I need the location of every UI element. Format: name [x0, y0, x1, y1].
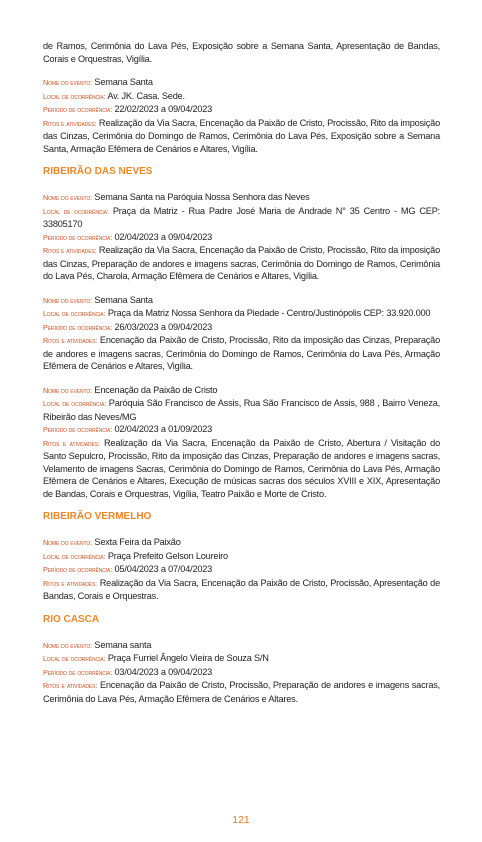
- event-name-label: Nome do evento:: [43, 385, 93, 395]
- event-entry: [43, 76, 440, 155]
- event-name: Semana Santa na Paróquia Nossa Senhora das Neves: [94, 192, 310, 202]
- event-name-row: [43, 384, 440, 398]
- event-rites: Realização da Via Sacra, Encenação da Paixão de Cristo, Abertura / Visitação do Santo Sepulcro, Procissão, Rito da imposição das Cinzas, Preparação de andores e imagens sacras, Velamento de imagens Sacras, Cerimônia do Domingo de Ramos, Cerimônia do Lava Pés, Armação Efêmera de Cenários e Altares, Execução de músicas sacras dos séculos XVIII e XIX, Apresentação de Bandas, Corais e Orquestras, Vigília, Teatro Paixão e Morte de Cristo.: [43, 437, 440, 499]
- event-location-label: Local de ocorrência:: [43, 399, 107, 408]
- event-rites-row: [43, 437, 440, 501]
- event-location: Praça Prefeito Gelson Loureiro: [107, 550, 228, 561]
- event-period: 22/02/2023 a 09/04/2023: [114, 104, 213, 114]
- event-rites-label: Ritos e atividades:: [43, 336, 98, 345]
- event-period-row: [43, 103, 440, 117]
- event-period-row: [43, 321, 440, 335]
- event-period-row: [43, 423, 440, 437]
- event-rites-row: [43, 679, 440, 705]
- event-location-row: [43, 397, 440, 423]
- event-location: Praça da Matriz Nossa Senhora da Piedade - Centro/Justinópolis CEP: 33.920.000: [107, 308, 431, 318]
- event-location-row: [43, 205, 440, 231]
- event-location-label: Local de ocorrência:: [43, 551, 106, 561]
- event-location: Praça Furriel Ângelo Vieira de Souza S/N: [107, 653, 269, 663]
- event-rites: Encenação da Paixão de Cristo, Procissão, Rito da imposição das Cinzas, Preparação de andores e imagens sacras, Cerimônia do Domingo de Ramos, Cerimônia do Lava Pés, Armação Efêmera de Cenários e Altares, Vigília.: [43, 335, 440, 371]
- event-rites-row: [43, 577, 440, 603]
- event-period-row: [43, 231, 440, 245]
- event-rites: Realização da Via Sacra, Encenação da Paixão de Cristo, Procissão, Rito da imposição das Cinzas, Preparação de andores e imagens sacras, Cerimônia do Domingo de Ramos, Cerimônia do Lava Pés, Charola, Armação Efêmera de Cenários e Altares, Vigília.: [43, 245, 440, 281]
- event-name-label: Nome do evento:: [43, 295, 93, 305]
- event-period-row: [43, 666, 440, 680]
- event-period: 26/03/2023 a 09/04/2023: [114, 321, 213, 332]
- event-name-row: [43, 191, 440, 205]
- event-name-label: Nome do evento:: [43, 78, 93, 87]
- event-rites-label: Ritos e atividades:: [43, 118, 97, 128]
- event-location: Paróquia São Francisco de Assis, Rua São Francisco de Assis, 988 , Bairro Veneza, Ribeirão das Neves/MG: [43, 398, 440, 422]
- page-number: 121: [232, 814, 250, 826]
- event-name-label: Nome do evento:: [43, 193, 93, 202]
- event-period-label: Período de ocorrência:: [43, 667, 113, 677]
- intro-paragraph: de Ramos, Cerimônia do Lava Pés, Exposição sobre a Semana Santa, Apresentação de Bandas, Corais e Orquestras, Vigília.: [43, 41, 440, 64]
- event-rites-label: Ritos e atividades:: [43, 578, 98, 588]
- event-location-label: Local de ocorrência:: [43, 206, 109, 216]
- event-location-row: [43, 307, 440, 321]
- event-name: Semana santa: [94, 639, 152, 650]
- event-period-label: Período de ocorrência:: [43, 565, 113, 574]
- event-period-label: Período de ocorrência:: [43, 232, 113, 242]
- event-location-label: Local de ocorrência:: [43, 654, 106, 663]
- event-period-label: Período de ocorrência:: [43, 425, 113, 434]
- event-rites: Realização da Via Sacra, Encenação da Paixão de Cristo, Procissão, Apresentação de Bandas, Corais e Orquestras.: [43, 577, 440, 601]
- event-rites-row: [43, 117, 440, 156]
- event-name: Semana Santa: [94, 294, 153, 305]
- event-period: 05/04/2023 a 07/04/2023: [114, 564, 213, 574]
- event-name-row: [43, 294, 440, 308]
- city-heading: RIO CASCA: [43, 613, 100, 625]
- event-period-label: Período de ocorrência:: [43, 105, 113, 114]
- city-heading: RIBEIRÃO VERMELHO: [43, 511, 152, 522]
- event-location-label: Local de ocorrência:: [43, 91, 106, 101]
- event-name: Encenação da Paixão de Cristo: [94, 384, 218, 395]
- event-entry: [43, 294, 440, 373]
- event-period: 02/04/2023 a 09/04/2023: [114, 231, 213, 242]
- event-name: Semana Santa: [94, 77, 153, 87]
- event-period-row: [43, 563, 440, 577]
- event-location-row: [43, 90, 440, 104]
- event-rites: Realização da Via Sacra, Encenação da Paixão de Cristo, Procissão, Rito da imposição das Cinzas, Cerimônia do Domingo de Ramos, Cerimônia do Lava Pés, Exposição sobre a Semana Santa, Armação Efêmera de Cenários e Altares, Vigília.: [43, 117, 440, 154]
- event-name-row: [43, 639, 440, 653]
- event-name-row: [43, 76, 440, 90]
- event-entry: [43, 536, 440, 603]
- event-rites-label: Ritos e atividades:: [43, 681, 98, 690]
- event-name-label: Nome do evento:: [43, 640, 93, 650]
- event-period: 03/04/2023 a 09/04/2023: [114, 666, 213, 677]
- event-name: Sexta Feira da Paixão: [94, 537, 181, 547]
- event-location: Av. JK. Casa. Sede.: [107, 90, 185, 101]
- event-rites-row: [43, 334, 440, 373]
- event-location-label: Local de ocorrência:: [43, 309, 106, 318]
- city-heading: RIBEIRÃO DAS NEVES: [43, 166, 153, 177]
- event-entry: [43, 191, 440, 283]
- page-content: [43, 40, 440, 716]
- event-period-label: Período de ocorrência:: [43, 322, 113, 332]
- event-name-label: Nome do evento:: [43, 538, 93, 547]
- event-rites: Encenação da Paixão de Cristo, Procissão, Preparação de andores e imagens sacras, Cerimônia do Lava Pés, Armação Efêmera de Cenários e Altares.: [43, 680, 440, 704]
- event-entry: [43, 639, 440, 706]
- event-entry: [43, 384, 440, 501]
- event-rites-label: Ritos e atividades:: [43, 246, 97, 255]
- event-period: 02/04/2023 a 01/09/2023: [114, 424, 213, 434]
- event-name-row: [43, 536, 440, 550]
- event-rites-row: [43, 244, 440, 283]
- event-location: Praça da Matriz - Rua Padre José Maria de Andrade N° 35 Centro - MG CEP: 33805170: [43, 205, 440, 229]
- event-rites-label: Ritos e atividades:: [43, 438, 100, 448]
- event-location-row: [43, 652, 440, 666]
- event-location-row: [43, 550, 440, 564]
